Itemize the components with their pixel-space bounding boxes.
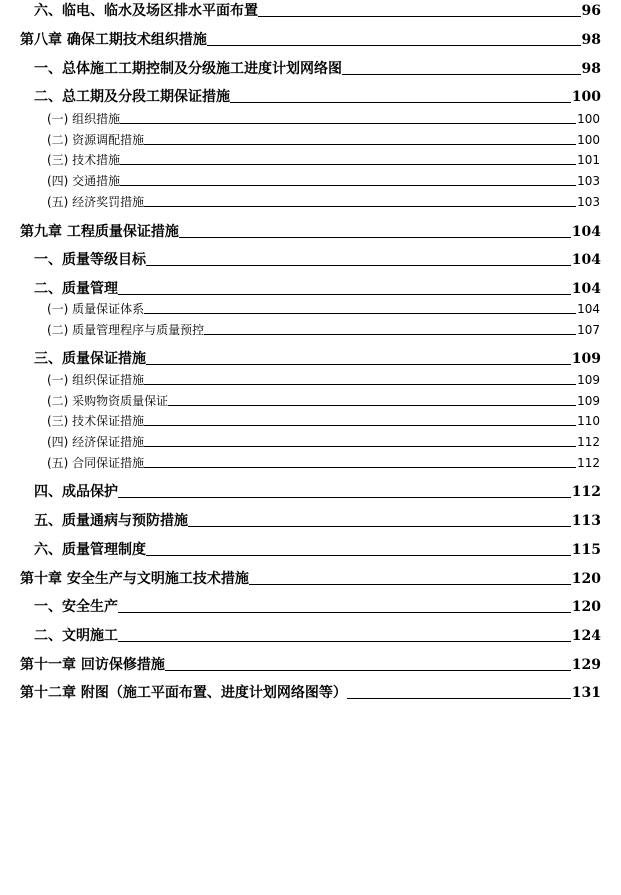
toc-entry-page: 98 <box>581 32 601 48</box>
toc-entry[interactable] <box>20 686 601 700</box>
toc-entry[interactable] <box>47 374 600 386</box>
toc-entry-page: 113 <box>571 513 601 529</box>
toc-leader-line <box>118 497 571 498</box>
toc-leader-line <box>146 265 571 266</box>
toc-entry-page: 104 <box>571 224 601 240</box>
toc-leader-line <box>165 670 571 671</box>
toc-entry-title: (一) 质量保证体系 <box>47 302 145 316</box>
toc-leader-line <box>249 584 571 585</box>
toc-entry[interactable] <box>47 154 600 166</box>
toc-entry-title: (一) 组织措施 <box>47 112 121 126</box>
toc-entry[interactable] <box>47 457 600 469</box>
toc-entry-page: 112 <box>571 484 601 500</box>
toc-entry[interactable] <box>34 352 601 366</box>
toc-leader-line <box>144 144 576 145</box>
toc-entry[interactable] <box>34 253 601 267</box>
toc-entry[interactable] <box>47 113 600 125</box>
toc-entry[interactable] <box>34 4 601 18</box>
toc-entry-title: 五、质量通病与预防措施 <box>34 513 188 529</box>
toc-entry-page: 103 <box>577 195 600 209</box>
toc-entry-page: 120 <box>571 571 601 587</box>
toc-entry-page: 98 <box>581 61 601 77</box>
toc-entry-title: (二) 资源调配措施 <box>47 133 145 147</box>
toc-entry-title: 二、质量管理 <box>34 281 118 297</box>
toc-entry[interactable] <box>34 90 601 104</box>
toc-entry-page: 131 <box>571 685 601 701</box>
toc-leader-line <box>120 123 576 124</box>
toc-leader-line <box>258 16 581 17</box>
toc-entry-title: 一、质量等级目标 <box>34 252 146 268</box>
toc-entry-page: 124 <box>571 628 601 644</box>
toc-entry-page: 104 <box>577 302 600 316</box>
toc-entry-page: 115 <box>571 542 601 558</box>
toc-entry-page: 100 <box>571 89 601 105</box>
toc-entry[interactable] <box>47 395 600 407</box>
toc-entry-title: (二) 采购物资质量保证 <box>47 394 169 408</box>
toc-entry-page: 100 <box>577 133 600 147</box>
toc-entry-title: (二) 质量管理程序与质量预控 <box>47 323 205 337</box>
toc-entry-title: 第十章 安全生产与文明施工技术措施 <box>20 571 249 587</box>
toc-leader-line <box>146 364 571 365</box>
toc-entry[interactable] <box>20 33 601 47</box>
toc-entry-page: 120 <box>571 599 601 615</box>
toc-entry-title: 四、成品保护 <box>34 484 118 500</box>
toc-entry-title: 三、质量保证措施 <box>34 351 146 367</box>
toc-leader-line <box>144 446 576 447</box>
toc-entry-title: 第八章 确保工期技术组织措施 <box>20 32 207 48</box>
toc-leader-line <box>188 526 571 527</box>
toc-entry-title: 第十一章 回访保修措施 <box>20 657 165 673</box>
toc-entry-title: (四) 经济保证措施 <box>47 435 145 449</box>
toc-entry[interactable] <box>34 282 601 296</box>
toc-leader-line <box>179 237 571 238</box>
toc-entry-page: 112 <box>577 456 600 470</box>
toc-entry[interactable] <box>47 324 600 336</box>
toc-leader-line <box>146 555 571 556</box>
toc-entry[interactable] <box>34 629 601 643</box>
toc-entry-title: (五) 合同保证措施 <box>47 456 145 470</box>
toc-leader-line <box>118 294 571 295</box>
toc-entry-title: (一) 组织保证措施 <box>47 373 145 387</box>
toc-entry-title: 一、总体施工工期控制及分级施工进度计划网络图 <box>34 61 342 77</box>
toc-entry-page: 103 <box>577 174 600 188</box>
toc-entry-title: (三) 技术措施 <box>47 153 121 167</box>
toc-entry-title: (五) 经济奖罚措施 <box>47 195 145 209</box>
toc-leader-line <box>204 334 576 335</box>
toc-entry-page: 104 <box>571 252 601 268</box>
toc-entry-page: 109 <box>577 373 600 387</box>
toc-entry-page: 109 <box>571 351 601 367</box>
toc-entry-page: 101 <box>577 153 600 167</box>
toc-entry-title: (四) 交通措施 <box>47 174 121 188</box>
toc-entry[interactable] <box>47 415 600 427</box>
toc-leader-line <box>144 313 576 314</box>
toc-entry-page: 96 <box>581 3 601 19</box>
toc-entry-page: 110 <box>577 414 600 428</box>
toc-entry-page: 100 <box>577 112 600 126</box>
toc-entry-page: 107 <box>577 323 600 337</box>
toc-entry-page: 129 <box>571 657 601 673</box>
toc-leader-line <box>120 185 576 186</box>
toc-entry[interactable] <box>34 600 601 614</box>
toc-leader-line <box>144 206 576 207</box>
toc-entry[interactable] <box>47 134 600 146</box>
toc-entry-title: 二、总工期及分段工期保证措施 <box>34 89 230 105</box>
toc-entry-title: 六、临电、临水及场区排水平面布置 <box>34 3 258 19</box>
toc-leader-line <box>144 384 576 385</box>
toc-entry[interactable] <box>34 62 601 76</box>
toc-entry-title: 一、安全生产 <box>34 599 118 615</box>
toc-leader-line <box>342 74 581 75</box>
toc-entry-title: (三) 技术保证措施 <box>47 414 145 428</box>
toc-entry-title: 二、文明施工 <box>34 628 118 644</box>
toc-leader-line <box>207 45 581 46</box>
toc-entry[interactable] <box>47 196 600 208</box>
toc-entry-title: 第九章 工程质量保证措施 <box>20 224 179 240</box>
toc-entry[interactable] <box>20 225 601 239</box>
toc-entry[interactable] <box>47 436 600 448</box>
toc-entry-title: 第十二章 附图（施工平面布置、进度计划网络图等） <box>20 685 347 701</box>
toc-entry[interactable] <box>47 175 600 187</box>
toc-entry-page: 104 <box>571 281 601 297</box>
toc-leader-line <box>144 425 576 426</box>
toc-leader-line <box>120 164 576 165</box>
toc-leader-line <box>168 405 576 406</box>
toc-entry[interactable] <box>34 485 601 499</box>
toc-entry-title: 六、质量管理制度 <box>34 542 146 558</box>
toc-entry[interactable] <box>20 658 601 672</box>
toc-entry-page: 109 <box>577 394 600 408</box>
toc-entry[interactable] <box>47 303 600 315</box>
toc-entry[interactable] <box>34 514 601 528</box>
toc-leader-line <box>118 612 571 613</box>
toc-leader-line <box>144 467 576 468</box>
toc-leader-line <box>118 641 571 642</box>
toc-leader-line <box>347 698 571 699</box>
toc-leader-line <box>230 102 571 103</box>
toc-entry[interactable] <box>34 543 601 557</box>
toc-entry[interactable] <box>20 572 601 586</box>
toc-entry-page: 112 <box>577 435 600 449</box>
